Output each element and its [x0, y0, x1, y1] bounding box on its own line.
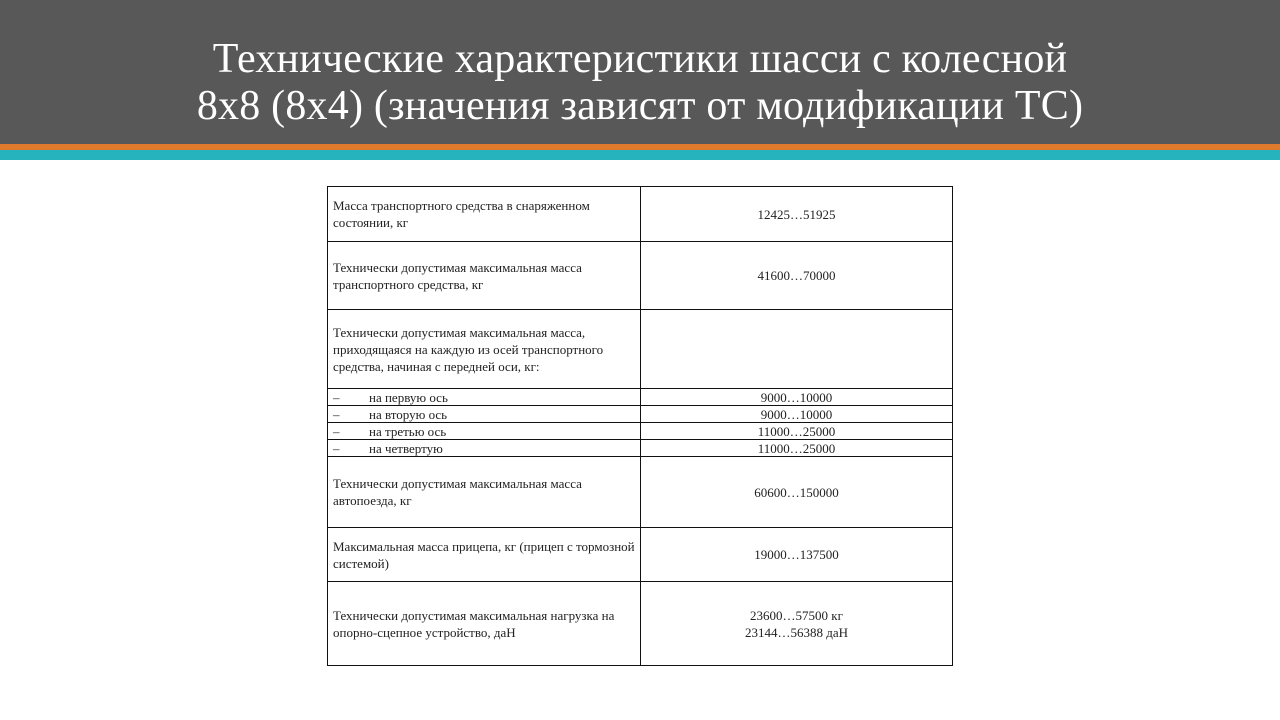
table-row	[328, 528, 953, 582]
param-cell	[328, 423, 641, 440]
param-cell	[328, 440, 641, 457]
slide-title-line-1: Технические характеристики шасси с колесной	[212, 36, 1068, 82]
value-cell: 60600…150000	[641, 457, 953, 528]
value-cell: 41600…70000	[641, 242, 953, 310]
value-cell: 9000…10000	[641, 389, 953, 406]
value-cell: 11000…25000	[641, 440, 953, 457]
table-row	[328, 389, 953, 406]
param-cell: Технически допустимая максимальная масса транспортного средства, кг	[328, 242, 641, 310]
value-cell	[641, 310, 953, 389]
table-row	[328, 310, 953, 389]
axle-label: на первую ось	[369, 389, 448, 405]
value-line-dan: 23144…56388 даН	[744, 624, 849, 640]
dash-marker: –	[333, 440, 340, 456]
table-row	[328, 582, 953, 666]
param-cell	[328, 389, 641, 406]
value-cell: 11000…25000	[641, 423, 953, 440]
slide-title-line-2: 8х8 (8х4) (значения зависят от модификации ТС)	[196, 83, 1084, 129]
table-row	[328, 423, 953, 440]
dash-marker: –	[333, 423, 340, 439]
param-cell: Технически допустимая максимальная нагрузка на опорно-сцепное устройство, даН	[328, 582, 641, 666]
param-cell: Технически допустимая максимальная масса автопоезда, кг	[328, 457, 641, 528]
dash-marker: –	[333, 406, 340, 422]
table-row	[328, 457, 953, 528]
table-row	[328, 242, 953, 310]
table-row	[328, 406, 953, 423]
param-cell: Технически допустимая максимальная масса, приходящаяся на каждую из осей транспортного средства, начиная с передней оси, кг:	[328, 310, 641, 389]
value-cell: 12425…51925	[641, 187, 953, 242]
specifications-table	[327, 186, 953, 666]
axle-label: на четвертую	[369, 440, 443, 456]
value-cell: 9000…10000	[641, 406, 953, 423]
param-cell: Масса транспортного средства в снаряженном состоянии, кг	[328, 187, 641, 242]
dash-marker: –	[333, 389, 340, 405]
table-row	[328, 187, 953, 242]
param-cell	[328, 406, 641, 423]
axle-label: на вторую ось	[369, 406, 448, 422]
value-cell: 19000…137500	[641, 528, 953, 582]
axle-label: на третью ось	[369, 423, 447, 439]
param-cell: Максимальная масса прицепа, кг (прицеп с тормозной системой)	[328, 528, 641, 582]
slide-title	[0, 36, 1280, 130]
value-line-kg: 23600…57500 кг	[750, 607, 843, 623]
accent-stripe-teal	[0, 150, 1280, 160]
table-row	[328, 440, 953, 457]
value-cell	[641, 582, 953, 666]
